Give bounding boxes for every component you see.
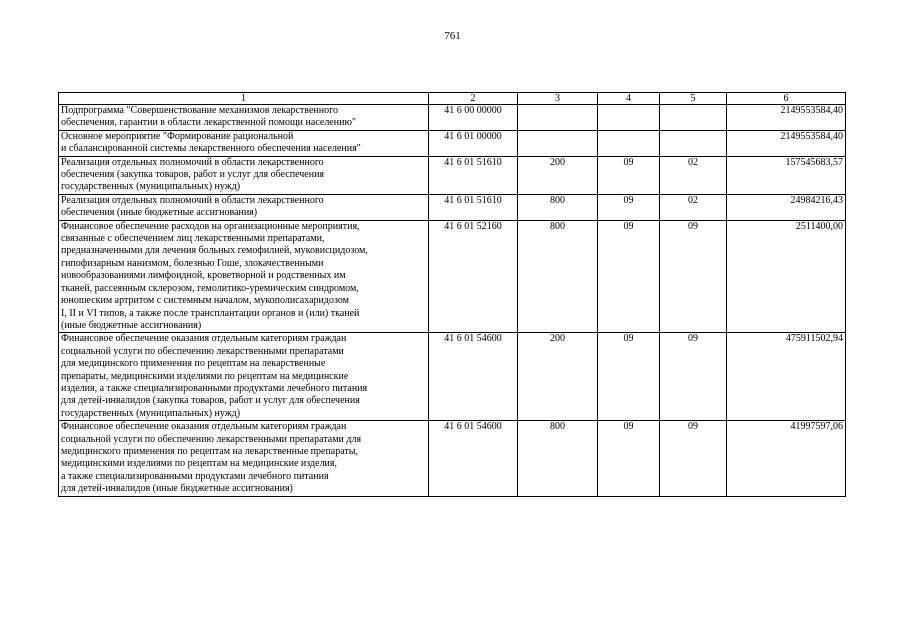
subsection-code: 02 xyxy=(660,194,727,220)
row-description xyxy=(59,156,429,194)
description-line: государственных (муниципальных) нужд) xyxy=(61,407,241,419)
expense-type-code: 800 xyxy=(518,421,598,496)
description-line: предназначенными для лечения больных гемофилией, муковисцидозом, xyxy=(61,245,368,257)
section-code: 09 xyxy=(598,220,660,333)
row-description xyxy=(59,421,429,496)
amount-value: 2511400,00 xyxy=(727,220,846,333)
description-line: изделия, а также специализированными продуктами лечебного питания xyxy=(61,382,368,394)
table-row xyxy=(59,156,846,194)
description-line: обеспечения, гарантии в области лекарственной помощи населению" xyxy=(61,117,356,129)
description-line: медицинского применения по рецептам на лекарственные препараты, xyxy=(61,445,359,457)
column-header: 4 xyxy=(598,93,660,105)
description-line: обеспечения (иные бюджетные ассигнования) xyxy=(61,207,258,219)
description-line: препараты, медицинскими изделиями по рецептам на медицинские xyxy=(61,370,349,382)
description-line: социальной услуги по обеспечению лекарственными препаратами xyxy=(61,345,344,357)
description-line: юношеским артритом с системным началом, мукополисахаридозом xyxy=(61,295,350,307)
subsection-code: 02 xyxy=(660,156,727,194)
table-header-row xyxy=(59,93,846,105)
expense-type-code: 200 xyxy=(518,333,598,421)
description-line: для детей-инвалидов (иные бюджетные ассигнования) xyxy=(61,483,293,495)
budget-table xyxy=(58,92,846,497)
section-code xyxy=(598,130,660,156)
page-number: 761 xyxy=(444,30,461,42)
expense-type-code: 800 xyxy=(518,220,598,333)
description-line: связанные с обеспечением лиц лекарственными препаратами, xyxy=(61,233,325,245)
classification-code: 41 6 01 51610 xyxy=(429,194,518,220)
column-header: 5 xyxy=(660,93,727,105)
classification-code: 41 6 01 00000 xyxy=(429,130,518,156)
section-code: 09 xyxy=(598,421,660,496)
column-header: 6 xyxy=(727,93,846,105)
subsection-code: 09 xyxy=(660,421,727,496)
row-description xyxy=(59,333,429,421)
table-row xyxy=(59,421,846,496)
row-description xyxy=(59,194,429,220)
classification-code: 41 6 00 00000 xyxy=(429,105,518,131)
column-header: 3 xyxy=(518,93,598,105)
classification-code: 41 6 01 54600 xyxy=(429,421,518,496)
description-line: обеспечения (закупка товаров, работ и услуг для обеспечения xyxy=(61,169,325,181)
column-header: 2 xyxy=(429,93,518,105)
amount-value: 157545683,57 xyxy=(727,156,846,194)
section-code: 09 xyxy=(598,156,660,194)
description-line: Реализация отдельных полномочий в области лекарственного xyxy=(61,194,324,206)
description-line: (иные бюджетные ассигнования) xyxy=(61,319,202,331)
description-line: государственных (муниципальных) нужд) xyxy=(61,181,241,193)
amount-value: 475911502,94 xyxy=(727,333,846,421)
description-line: для медицинского применения по рецептам на лекарственные xyxy=(61,358,326,370)
table-row xyxy=(59,130,846,156)
expense-type-code xyxy=(518,105,598,131)
amount-value: 41997597,06 xyxy=(727,421,846,496)
subsection-code xyxy=(660,130,727,156)
row-description xyxy=(59,130,429,156)
description-line: Финансовое обеспечение расходов на организационные мероприятия, xyxy=(61,220,360,232)
table-row xyxy=(59,333,846,421)
description-line: медицинскими изделиями по рецептам на медицинские изделия, xyxy=(61,458,338,470)
table-body xyxy=(59,105,846,497)
description-line: социальной услуги по обеспечению лекарственными препаратами для xyxy=(61,433,362,445)
section-code: 09 xyxy=(598,333,660,421)
description-line: гипофизарным нанизмом, болезнью Гоше, злокачественными xyxy=(61,257,324,269)
description-line: тканей, рассеянным склерозом, гемолитико-уремическим синдромом, xyxy=(61,282,359,294)
description-line: новообразованиями лимфоидной, кроветворной и родственных им xyxy=(61,270,346,282)
description-line: I, II и VI типов, а также после трансплантации органов и (или) тканей xyxy=(61,307,360,319)
description-line: а также специализированными продуктами лечебного питания xyxy=(61,470,329,482)
table-row xyxy=(59,105,846,131)
description-line: Финансовое обеспечение оказания отдельным категориям граждан xyxy=(61,333,347,345)
amount-value: 2149553584,40 xyxy=(727,105,846,131)
table-row xyxy=(59,220,846,333)
description-line: и сбалансированной системы лекарственного обеспечения населения" xyxy=(61,143,361,155)
description-line: Основное мероприятие "Формирование рациональной xyxy=(61,130,294,142)
classification-code: 41 6 01 54600 xyxy=(429,333,518,421)
expense-type-code: 800 xyxy=(518,194,598,220)
subsection-code: 09 xyxy=(660,220,727,333)
row-description xyxy=(59,220,429,333)
amount-value: 24984216,43 xyxy=(727,194,846,220)
classification-code: 41 6 01 52160 xyxy=(429,220,518,333)
table-row xyxy=(59,194,846,220)
description-line: Реализация отдельных полномочий в области лекарственного xyxy=(61,156,324,168)
description-line: Финансовое обеспечение оказания отдельным категориям граждан xyxy=(61,421,347,433)
expense-type-code: 200 xyxy=(518,156,598,194)
description-line: Подпрограмма "Совершенствование механизмов лекарственного xyxy=(61,105,338,116)
subsection-code: 09 xyxy=(660,333,727,421)
section-code xyxy=(598,105,660,131)
expense-type-code xyxy=(518,130,598,156)
subsection-code xyxy=(660,105,727,131)
classification-code: 41 6 01 51610 xyxy=(429,156,518,194)
section-code: 09 xyxy=(598,194,660,220)
description-line: для детей-инвалидов (закупка товаров, работ и услуг для обеспечения xyxy=(61,395,360,407)
column-header: 1 xyxy=(59,93,429,105)
amount-value: 2149553584,40 xyxy=(727,130,846,156)
row-description xyxy=(59,105,429,131)
